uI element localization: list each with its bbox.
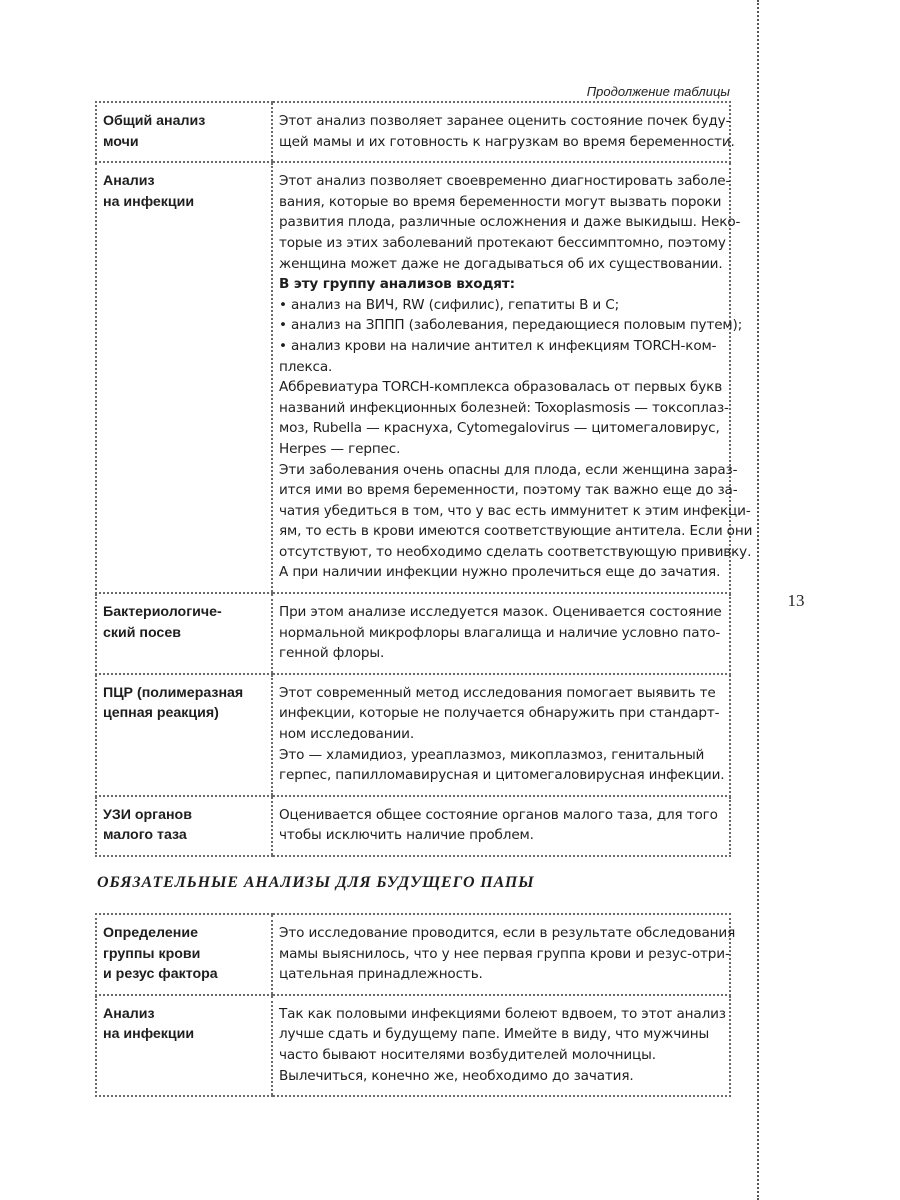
table-row: [96, 796, 730, 856]
row-label: Бактериологиче- ский посев: [96, 593, 272, 674]
list-item: • анализ на ЗППП (заболевания, передающиеся половым путем);: [279, 317, 743, 334]
row-description: Это исследование проводится, если в результате обследования мамы выяснилось, что у нее первая группа крови и резус-отри- цательная принадлежность.: [272, 914, 730, 995]
tests-table-father: [95, 913, 736, 1097]
row-description: Этот анализ позволяет своевременно диагностировать заболе- вания, которые во время беременности могут вызвать пороки развития плода, различные осложнения и даже выкидыш. Неко- торые из этих заболеваний протекают бессимптомно, поэтому женщина может даже не догадываться об их существовании. В эту группу анализов входят: • анализ на ВИЧ, RW (сифилис), гепатиты В и С; • анализ на ЗППП (заболевания, передающиеся половым путем); • анализ крови на наличие антител к инфекциям TORCH-ком- плекса. Аббревиатура TORCH-комплекса образовалась от первых букв названий инфекционных болезней: Toxoplasmosis — токсоплаз- моз, Rubella — краснуха, Cytomegalovirus — цитомегаловирус, Herpes — герпес. Эти заболевания очень опасны для плода, если женщина зараз- ится ими во время беременности, поэтому так важно еще до за- чатия убедиться в том, что у вас есть иммунитет к этим инфекци- ям, то есть в крови имеются соответствующие антитела. Если они отсутствуют, то необходимо сделать соответствующую прививку. А при наличии инфекции нужно пролечиться еще до зачатия.: [272, 162, 730, 593]
row-description: Этот анализ позволяет заранее оценить состояние почек буду- щей мамы и их готовность к нагрузкам во время беременности.: [272, 102, 730, 162]
row-label: Определение группы крови и резус фактора: [96, 914, 272, 995]
row-label: УЗИ органов малого таза: [96, 796, 272, 856]
page-edge-dotted-line: [757, 0, 759, 1200]
table-continuation-note: Продолжение таблицы: [586, 84, 730, 99]
row-label: Анализ на инфекции: [96, 995, 272, 1096]
row-label: Общий анализ мочи: [96, 102, 272, 162]
table-row: [96, 162, 730, 593]
table-row: [96, 995, 730, 1096]
section-heading: ОБЯЗАТЕЛЬНЫЕ АНАЛИЗЫ ДЛЯ БУДУЩЕГО ПАПЫ: [97, 874, 535, 891]
group-subheading: В эту группу анализов входят:: [279, 276, 515, 293]
row-label: ПЦР (полимеразная цепная реакция): [96, 674, 272, 796]
row-label: Анализ на инфекции: [96, 162, 272, 593]
row-description: Так как половыми инфекциями болеют вдвоем, то этот анализ лучше сдать и будущему папе. Имейте в виду, что мужчины часто бывают носителями возбудителей молочницы. Вылечиться, конечно же, необходимо до зачатия.: [272, 995, 730, 1096]
tests-table-mother: [95, 101, 753, 857]
table-row: [96, 674, 730, 796]
table-row: [96, 914, 730, 995]
row-description: При этом анализе исследуется мазок. Оценивается состояние нормальной микрофлоры влагалища и наличие условно пато- генной флоры.: [272, 593, 730, 674]
table-row: [96, 593, 730, 674]
table-row: [96, 102, 730, 162]
row-description: Этот современный метод исследования помогает выявить те инфекции, которые не получается обнаружить при стандарт- ном исследовании. Это — хламидиоз, уреаплазмоз, микоплазмоз, генитальный герпес, папилломавирусная и цитомегаловирусная инфекции.: [272, 674, 730, 796]
list-item: • анализ на ВИЧ, RW (сифилис), гепатиты В и С;: [279, 296, 620, 313]
page-number: 13: [787, 591, 805, 610]
row-description: Оценивается общее состояние органов малого таза, для того чтобы исключить наличие проблем.: [272, 796, 730, 856]
list-item: • анализ крови на наличие антител к инфекциям TORCH-ком-: [279, 337, 717, 354]
